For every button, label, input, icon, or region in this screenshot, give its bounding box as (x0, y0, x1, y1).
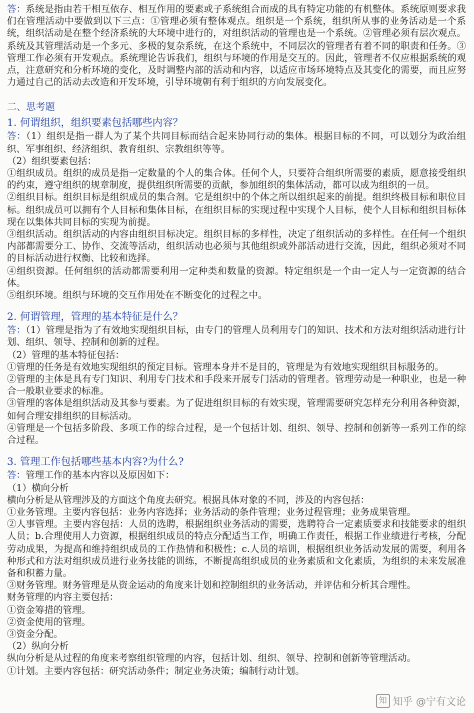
q1-paragraph: （2）组织要素包括： (7, 155, 97, 167)
q3-paragraph: （2）纵向分析 (7, 641, 69, 653)
watermark-text: 知乎 @宁有文论 (392, 697, 466, 708)
question-3: 3. 管理工作包括哪些基本内容?为什么? (7, 457, 184, 469)
q1-paragraph: ①组织成员。组织的成员是指一定数量的个人的集合体。任何个人，只要符合组织所需要的素质，愿意接受组织的约束，遵守组织的规章制度，提供组织所需要的贡献，参加组织的集体活动，都可以成为组织的一员。 (7, 168, 466, 192)
q3-paragraph: 纵向分析是从过程的角度来考察组织管理的内容，包括计划、组织、领导、控制和创新等管理活动。 (7, 653, 417, 665)
q3-paragraph: ③财务管理。财务管理是从资金运动的角度来计划和控制组织的业务活动，并评估和分析其合理性。 (7, 580, 417, 592)
q1-paragraph: ⑤组织环境。组织与环境的交互作用处在不断变化的过程之中。 (7, 290, 268, 302)
q1-paragraph: ④组织资源。任何组织的活动都需要利用一定种类和数量的资源。特定组织是一个由一定人与一定资源的结合体。 (7, 265, 466, 289)
q1-paragraph: 答：（1）组织是指一群人为了某个共同目标而结合起来协同行动的集体。根据目标的不同，可以划分为政治组织、军事组织、经济组织、教育组织、宗教组织等等。 (7, 131, 466, 155)
q3-paragraph: 答：管理工作的基本内容以及原因如下： (7, 470, 175, 482)
zhihu-logo-icon: 知 (376, 694, 390, 708)
answer-label: 答： (7, 4, 26, 15)
q3-paragraph: ②人事管理。主要内容包括：人员的选聘，根据组织业务活动的需要，选聘符合一定素质要求和技能要求的组织人员；b.合理使用人力资源，根据组织成员的特点分配适当工作，明确工作责任，根据工作业绩进行考核，分配劳动成果，为提高和维持组织成员的工作热情和积极性；c.人员的培训，根据组织业务活动发展的需要，利用各种形式和方法对组织成员进行业务技能的训练，不断提高组织成员的业务素质和文化素质，为组织的未来发展准备和积蓄力量。 (7, 519, 466, 579)
q2-paragraph: （2）管理的基本特征包括： (7, 349, 125, 361)
q3-paragraph: 财务管理的内容主要包括： (7, 592, 119, 604)
q2-paragraph: ②管理的主体是具有专门知识、利用专门技术和手段来开展专门活动的管理者。管理劳动是一种职业，也是一种合一般职业要求的标准。 (7, 374, 466, 398)
answer-label: 答： (7, 470, 26, 482)
q2-paragraph: ③管理的客体是组织活动及其参与要素。为了促进组织目标的有效实现，管理需要研究怎样充分利用各种资源，如何合理安排组织的目标活动。 (7, 398, 466, 422)
answer-label: 答： (7, 325, 26, 337)
q3-paragraph: ③资金分配。 (7, 628, 63, 640)
q3-paragraph: （1）横向分析 (7, 482, 69, 494)
q2-paragraph: ④管理是一个包括多阶段、多项工作的综合过程，是一个包括计划、组织、领导、控制和创新等一系列工作的综合过程。 (7, 422, 466, 447)
answer-label: 答： (7, 131, 27, 143)
question-1: 1. 何谓组织，组织要素包括哪些内容？ (7, 118, 183, 130)
q3-paragraph: ①计划。主要内容包括：研究活动条件；制定业务决策；编制行动计划。 (7, 665, 305, 677)
intro-paragraph: 答：系统是指由若干相互依存、相互作用的要素或子系统组合而成的具有特定功能的有机整体。系统原则要求我们在管理活动中要做到以下三点：①管理必须有整体观点。组织是一个系统，组织所从事的业务活动是一个系统，组织活动是在整个经济系统的大环境中进行的，对组织活动的管理也是一个系统。②管理必须有层次观点。系统及其管理活动是一个多元、多极的复杂系统，在这个系统中，不同层次的管理者有着不同的职责和任务。③管理工作必须有开发观点。系统理论告诉我们，组织与环境的作用是交互的。因此，管理者不仅应根据系统的观点，注意研究和分析环境的变化，及时调整内部的活动和内容，以适应市场环境特点及其变化的需要，而且应努力通过自己的活动去改造和开发环境，引导环境朝有利于组织的方向发展变化。 (7, 4, 466, 89)
q3-paragraph: 横向分析是从管理涉及的方面这个角度去研究。根据具体对象的不同，涉及的内容包括： (7, 494, 370, 506)
question-2: 2. 何谓管理，管理的基本特征是什么？ (7, 312, 183, 324)
q3-paragraph: ①业务管理。主要内容包括：业务内容选择；业务活动的条件管理；业务过程管理；业务成果管理。 (7, 506, 417, 518)
q2-paragraph: ①管理的任务是有效地实现组织的预定目标。管理本身并不是目的，管理是为有效地实现组织目标服务的。 (7, 361, 444, 373)
q3-paragraph: ②资金使用的管理。 (7, 616, 91, 628)
q1-paragraph: ②组织目标。组织目标是组织成员的集合剂。它是组织中的个体之所以组织起来的前提。组织终极目标和职位目标。组织成员可以拥有个人目标和集体目标，在组织目标的实现过程中实现个人目标，使个人目标和组织目标体现在以集体共同目标的实现为前提。 (7, 192, 466, 228)
section-title: 二、思考题 (7, 102, 55, 114)
watermark (376, 693, 466, 708)
q1-paragraph: ③组织活动。组织活动的内容由组织目标决定。组织目标的多样性，决定了组织活动的多样性。在任何一个组织内部都需要分工、协作、交流等活动，组织活动也必须与其他组织或外部活动进行交流，因此，组织必须对不同的目标活动进行权衡、比较和选择。 (7, 229, 466, 265)
q3-paragraph: ①资金筹措的管理。 (7, 604, 91, 616)
q2-paragraph: 答：（1）管理是指为了有效地实现组织目标，由专门的管理人员利用专门的知识、技术和方法对组织活动进行计划、组织、领导、控制和创新的过程。 (7, 325, 466, 349)
